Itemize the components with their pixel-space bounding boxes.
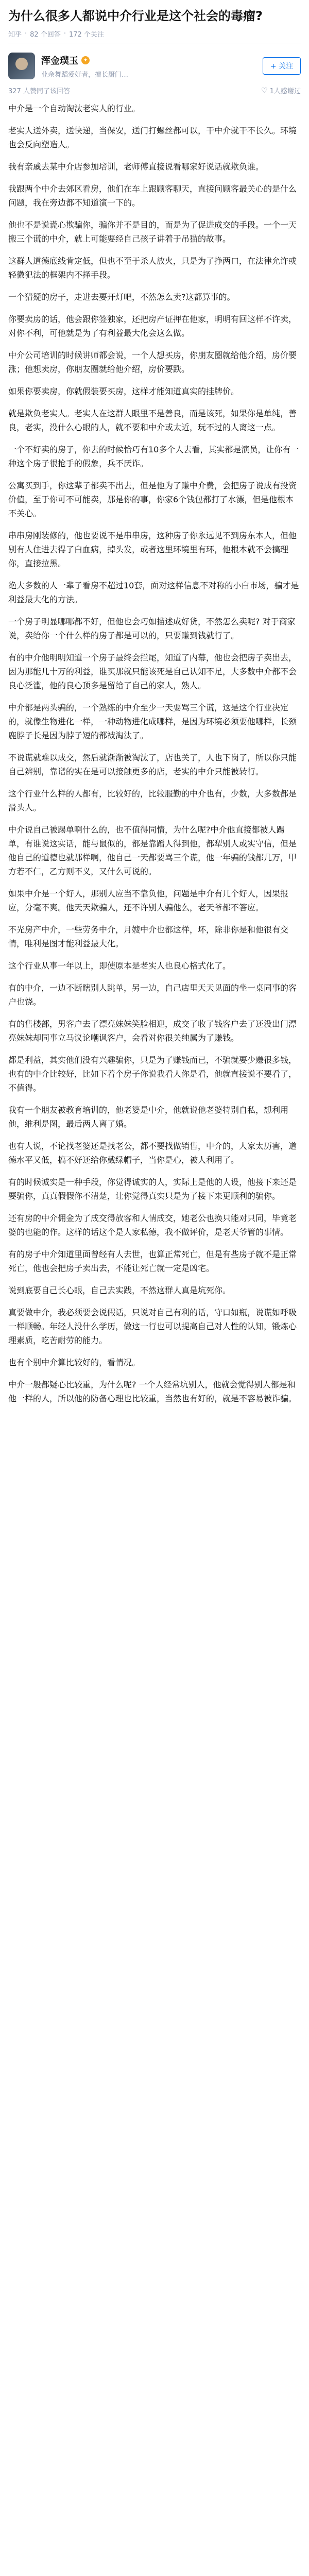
meta-separator: ·: [25, 30, 27, 38]
answer-paragraph: 不光房产中介，一些劳务中介，月嫂中介也都这样，坏，除非你是和他很有交情，唯利是图才能利益最大化。: [8, 925, 289, 948]
answer-paragraph: 中介是一个自动淘汰老实人的行业。: [8, 104, 141, 113]
answer-paragraph: 中介公司培训的时候讲师都会说，一个人想买房，你朋友圈就给他介绍，房价要涨；他想卖房，你朋友圈就给他介绍，房价要跌。: [8, 350, 297, 374]
answers-count[interactable]: 82 个回答: [30, 31, 61, 39]
author-card: [0, 43, 309, 84]
meta-separator: ·: [63, 30, 66, 38]
heart-icon: ♡: [261, 86, 268, 95]
answer-paragraph: 有的中介，一边不断瞎别人跳单，另一边，自己店里天天见面的坐一桌同事的客户也饶。: [8, 983, 297, 1007]
avatar[interactable]: [8, 53, 35, 79]
thanks-info: [261, 86, 301, 95]
answer-paragraph: 我有一个朋友被教育培训的，他老婆是中介，他就说他老婆特别自私，想利用他，维利是图，最后两人离了婚。: [8, 1105, 289, 1129]
answer-paragraph: 公寓买到手，你这辈子都卖不出去，但是他为了赚中介费，会把房子说成有投资价值，至于你可不可能卖，那是你的事，你家6个钱包都打了水漂，但是他根本不关心。: [8, 481, 297, 518]
answer-paragraph: 这群人道德底线肯定低，但也不至于杀人放火，只是为了挣两口，在法律允许或轻微犯法的框架内不择手段。: [8, 256, 297, 280]
question-meta: [8, 29, 301, 39]
follow-button[interactable]: + 关注: [263, 57, 301, 75]
answer-paragraph: 如果中介是一个好人，那别人应当不靠负他，问题是中介有几个好人，因果报应，分毫不爽。他天天欺骗人，还不许别人骗他么，老天爷都不答应。: [8, 889, 289, 912]
answer-paragraph: 这个行业什么样的人都有，比较好的，比较服勤的中介也有，少数，大多数都是滑头人。: [8, 789, 297, 812]
author-info: [41, 54, 258, 79]
author-badge-icon: ✦: [81, 56, 90, 64]
author-name-row: [41, 54, 258, 67]
answer-paragraph: 如果你要卖房，你就假装要买房，这样才能知道真实的挂牌价。: [8, 386, 239, 396]
answer-paragraph: 串串房刚装修的，他也要说不是串串房，这种房子你永远见不到房东本人，但他别有人住进去得了白血病，掉头发，或者这里环境里有环，他根本就不会搞理你，直接拉黑。: [8, 531, 297, 568]
answer-paragraph: 都是利益，其实他们没有兴趣骗你，只是为了赚钱而已，不骗就要少赚很多钱，也有的中介比较好，比如下着个房子你说我看人你是看，他就直接说不要看了，不值得。: [8, 1055, 297, 1093]
answer-paragraph: 也有人说，不论找老婆还是找老公，都不要找做销售，中介的，人家太历害，道德水平又低，搞不好还给你戴绿帽子，当你是心，被人利用了。: [8, 1141, 297, 1165]
thanks-count: 1人感谢过: [269, 88, 301, 95]
answer-paragraph: 中介说自己被踢单啊什么的，也不值得同情，为什么呢?中介他直接都被人踢单，有谁说这实话，能与鼠似的，都是靠蹭人得到他，都犁别人或实守信，但是他自己的道德也就那样啊，他自己一天都要骂三个谎，他一年骗的钱都几万，甲方若不仁，乙方则不义，又什么可说的。: [8, 825, 297, 876]
answer-paragraph: 就是欺负老实人。老实人在这群人眼里不是善良，而是该死，如果你是单纯，善良，老实，没什么心眼的人，就不要和中介或太近，玩不过的人离这一点。: [8, 409, 297, 432]
answer-paragraph: 我跟两个中介去郊区看房，他们在车上跟顾客聊天，直接问顾客最关心的是什么问题，我在旁边都不知道演一下的。: [8, 184, 297, 208]
followers-count[interactable]: 172 个关注: [68, 31, 104, 39]
answer-paragraph: 也有个别中介算比较好的，看情况。: [8, 1358, 141, 1367]
author-bio: 业余舞蹈爱好者，擅长厨门…: [41, 71, 129, 79]
answer-content: [0, 99, 309, 1424]
vote-row: [0, 84, 309, 99]
answer-paragraph: 真要做中介，我必须要会说假话，只说对自己有利的话，守口如瓶，说谎如呼吸一样顺畅。年轻人没什么学历，做这一行也可以提高自己对人性的认知，锻炼心理素质，吃苦耐劳的能力。: [8, 1308, 297, 1345]
question-header: [0, 0, 309, 43]
question-title[interactable]: 为什么很多人都说中介行业是这个社会的毒瘤?: [8, 9, 263, 23]
answer-paragraph: 中介都是两头骗的，一个熟练的中介至少一天要骂三个谎，这是这个行业决定的，就像生物进化一样，一种动物进化成哪样，是因为环境必须要他哪样，长颈鹿脖子长是因为脖子短的都被淘汰了。: [8, 703, 297, 740]
answer-paragraph: 还有房的中介佣金为了成交得放客和人情成交，她老公也换只能对只同，毕竟老婆的也能的作。这样的话这个是人家私德，我不做评价，是老天爷管的事情。: [8, 1213, 297, 1237]
answer-paragraph: 这个行业从事一年以上，即使原本是老实人也良心格式化了。: [8, 961, 231, 971]
answer-paragraph: 不说谎就难以成交，然后就渐渐被淘汰了，店也关了，人也下岗了，所以你只能自己辨别，靠谱的实在是可以接触更多的店，老实的中介只能被转行。: [8, 753, 297, 776]
answer-paragraph: 说到底要自己长心眼，自己去实践，不然这群人真是坑死你。: [8, 1285, 231, 1295]
answer-paragraph: 你要卖房的话，他会跟你签独家，还把房产证押在他家，明明有回这样不许卖，对你不利，可他就是为了有利益最大化会这么做。: [8, 314, 297, 338]
answer-paragraph: 有的时候诚实是一种手段，你觉得诚实的人，实际上是他的人设，他接下来还是要骗你，真真假假你不清楚，让你觉得真实只是为了接下来更顺利的骗你。: [8, 1177, 297, 1201]
answer-paragraph: 有的售楼部，男客户去了漂亮妹妹笑脸相迎，成交了收了钱客户去了还没出门漂亮妹妹却同事立马议论嘲讽客户，会看对你很关纯属为了赚钱。: [8, 1019, 297, 1043]
answer-paragraph: 他也不是说谎心欺骗你，骗你并不是目的，而是为了促进成交的手段。一个一天搬三个谎的中介，就上可能要经自己孩子讲着于吊猫的故事。: [8, 220, 297, 244]
site-name: 知乎: [8, 31, 22, 39]
upvote-count: 327 人赞同了该回答: [8, 88, 70, 95]
answer-paragraph: 一个猜疑的房子，走进去要开灯吧，不然怎么卖?这都算事的。: [8, 292, 235, 302]
answer-paragraph: 一个不好卖的房子，你去的时候恰巧有10多个人去看，其实都是演员，让你有一种这个房子很抢手的假象，兵不厌诈。: [8, 445, 299, 468]
answer-paragraph: 有的中介他明明知道一个房子最终会拦尾，知道了内幕，他也会把房子卖出去，因为那能几十万的利益，谁买那就只能该死是自己认知不足，大多数中介都不会良心泛滥，他的良心顶多是留给了自己的家人，熟人。: [8, 653, 297, 690]
answer-paragraph: 一个房子明显哪哪都不好，但他也会巧如描述成好货，不然怎么卖呢? 对于商家说，卖给你一个什么样的房子都是可以的，只要赚到钱就行了。: [8, 617, 296, 640]
answer-paragraph: 我有亲戚去某中介店参加培训，老师傅直接说看哪家好说话就欺负谁。: [8, 162, 264, 172]
answer-paragraph: 有的房子中介知道里面曾经有人去世，也算正常死亡，但是有些房子就不是正常死亡，他也会把房子卖出去，不能让死亡就一定是凶宅。: [8, 1249, 297, 1273]
author-name[interactable]: 浑金璞玉: [41, 55, 78, 66]
answer-paragraph: 中介一般都疑心比较重，为什么呢? 一个人经常坑别人，他就会觉得别人都是和他一样的人，所以他的防备心理也比较重，当然也有好的，就是不容易被诈骗。: [8, 1380, 297, 1403]
answer-paragraph: 老实人送外卖，送快递，当保安，送门打螺丝都可以，干中介就干不长久。环境也会反向塑造人。: [8, 126, 297, 149]
answer-paragraph: 绝大多数的人一辈子看房不超过10套，面对这样信息不对称的小白市场，骗才是利益最大化的方法。: [8, 581, 299, 604]
